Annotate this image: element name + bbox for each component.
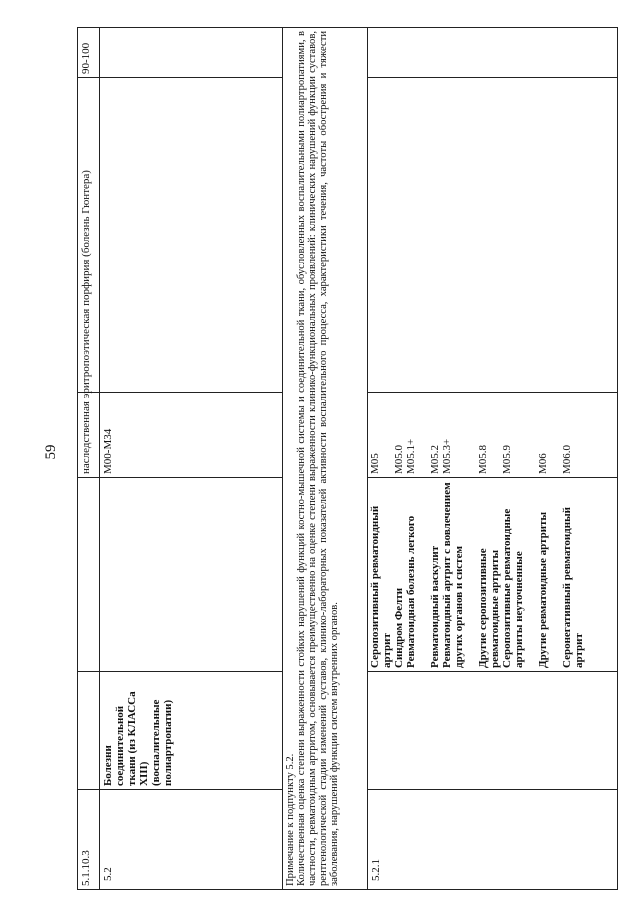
disease-name: Серопозитивный ревматоидный артрит [369,505,393,668]
rule-left [77,889,618,890]
disease-name: Другие серопозитивные ревматоидные артриты [477,548,501,668]
page-number: 59 [43,444,59,460]
disease-code: M05.1+ [405,438,417,474]
row-5-2-code: M00-M34 [102,428,114,474]
row-5-2-description [100,78,282,392]
rule-col-code [77,477,282,478]
note-block [283,28,367,889]
row-5-2-1-name [368,672,617,789]
disease-name: Другие ревматоидные артриты [537,511,549,668]
row-5-1-10-3-name [78,672,99,789]
rule-bottom [617,27,618,890]
disease-list [368,478,617,671]
disease-name: Ревматоидная болезнь легкого [405,515,417,668]
row-5-2-percent [100,28,282,77]
disease-code-list [368,393,617,477]
disease-name: Ревматоидный артрит с вовлечением других органов и систем [441,482,465,668]
disease-code: M05.3+ [441,438,453,474]
disease-code: M06 [537,453,549,474]
row-5-1-10-3-description: наследственная эритропоэтическая порфирия (болезнь Гюнтера) [80,170,92,474]
row-5-2-1-description [368,78,617,392]
disease-code: M05.2 [429,444,441,474]
disease-code: M05.9 [501,444,513,474]
note-heading: Примечание к подпункту 5.2. [285,753,296,886]
disease-code: M05.0 [393,444,405,474]
row-5-1-10-3-number: 5.1.10.3 [80,850,92,886]
rotated-table [77,27,618,890]
document-table-frame [77,27,618,890]
disease-name: Ревматоидный васкулит [429,545,441,668]
row-5-2-1-percent [368,28,617,77]
row-5-1-10-3-code [78,478,99,671]
note-text: Количественная оценка степени выраженности стойких нарушений функций костно-мышечной системы и соединительной ткани, обусловленных воспалительными полиартропатиями, в частности, ревматоидным артритом, основывается преимущественно на оценке степени выраженности клинико-функциональных проявлений: клинических нарушений функции суставов, рентгенологической стадии изменений суставов, клинико-лабораторных показателей активности воспалительного процесса, характеристики течения, частоты обострения и тяжести заболевания, нарушений функции систем внутренних органов. [296,31,341,886]
disease-code: M06.0 [561,444,573,474]
disease-code: M05.8 [477,444,489,474]
row-5-2-number: 5.2 [102,867,114,881]
disease-code: M05 [369,453,381,474]
row-5-2-1-number: 5.2.1 [370,859,382,881]
disease-name: Серонегативный ревматоидный артрит [561,506,585,668]
row-5-2-name: Болезни соединительной ткани (из КЛАССа XIII) (воспалительные полиартропатии) [102,691,174,786]
row-5-1-10-3-percent: 90-100 [80,42,92,74]
disease-name: Синдром Фелти [393,587,405,668]
disease-name: Серопозитивные ревматоидные артриты неуточненные [501,508,525,668]
